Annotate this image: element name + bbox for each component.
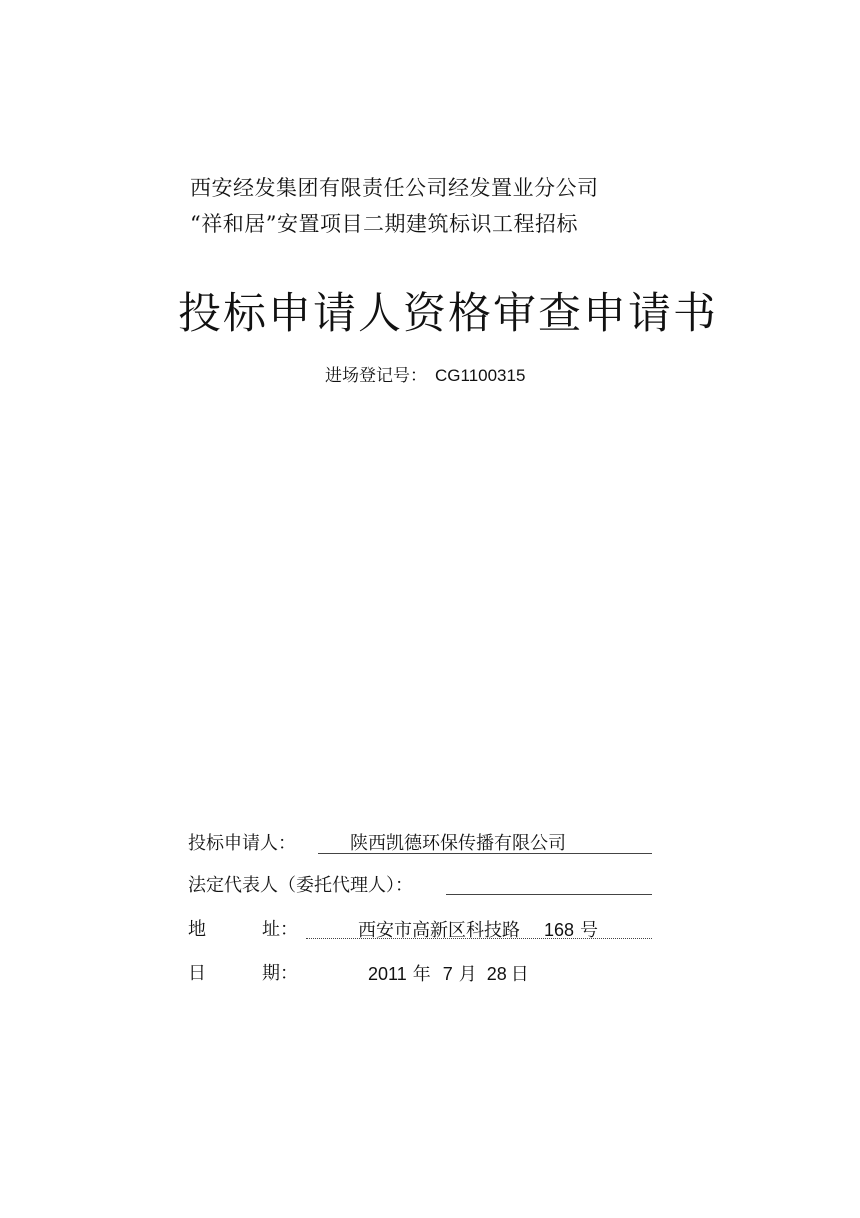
applicant-underline	[318, 853, 652, 854]
registration-label: 进场登记号：	[325, 366, 427, 386]
date-day-unit: 日	[510, 964, 529, 985]
date-day: 28	[486, 964, 507, 984]
registration-line	[325, 365, 525, 387]
address-number: 168	[544, 920, 575, 940]
date-month-unit: 月	[458, 964, 477, 985]
date-value	[368, 962, 529, 987]
date-label-char2: 期：	[262, 963, 298, 984]
date-label-char1: 日	[188, 963, 206, 984]
address-label-char1: 地	[188, 919, 206, 940]
legal-rep-label: 法定代表人（委托代理人）：	[188, 875, 413, 896]
applicant-value: 陕西凯德环保传播有限公司	[350, 833, 566, 854]
main-title: 投标申请人资格审查申请书	[178, 289, 718, 339]
date-month: 7	[442, 964, 453, 984]
header-line-1: 西安经发集团有限责任公司经发置业分公司	[190, 176, 599, 200]
address-suffix: 号	[580, 920, 599, 941]
legal-rep-underline	[446, 894, 652, 895]
registration-number: CG1100315	[435, 366, 526, 385]
address-text: 西安市高新区科技路	[358, 920, 520, 941]
address-underline	[306, 938, 652, 939]
header-line-2: “祥和居”安置项目二期建筑标识工程招标	[190, 212, 578, 236]
date-year: 2011	[368, 964, 407, 984]
applicant-label: 投标申请人：	[188, 833, 296, 854]
date-year-unit: 年	[412, 964, 431, 985]
address-label-char2: 址：	[262, 919, 298, 940]
address-value	[358, 918, 598, 943]
